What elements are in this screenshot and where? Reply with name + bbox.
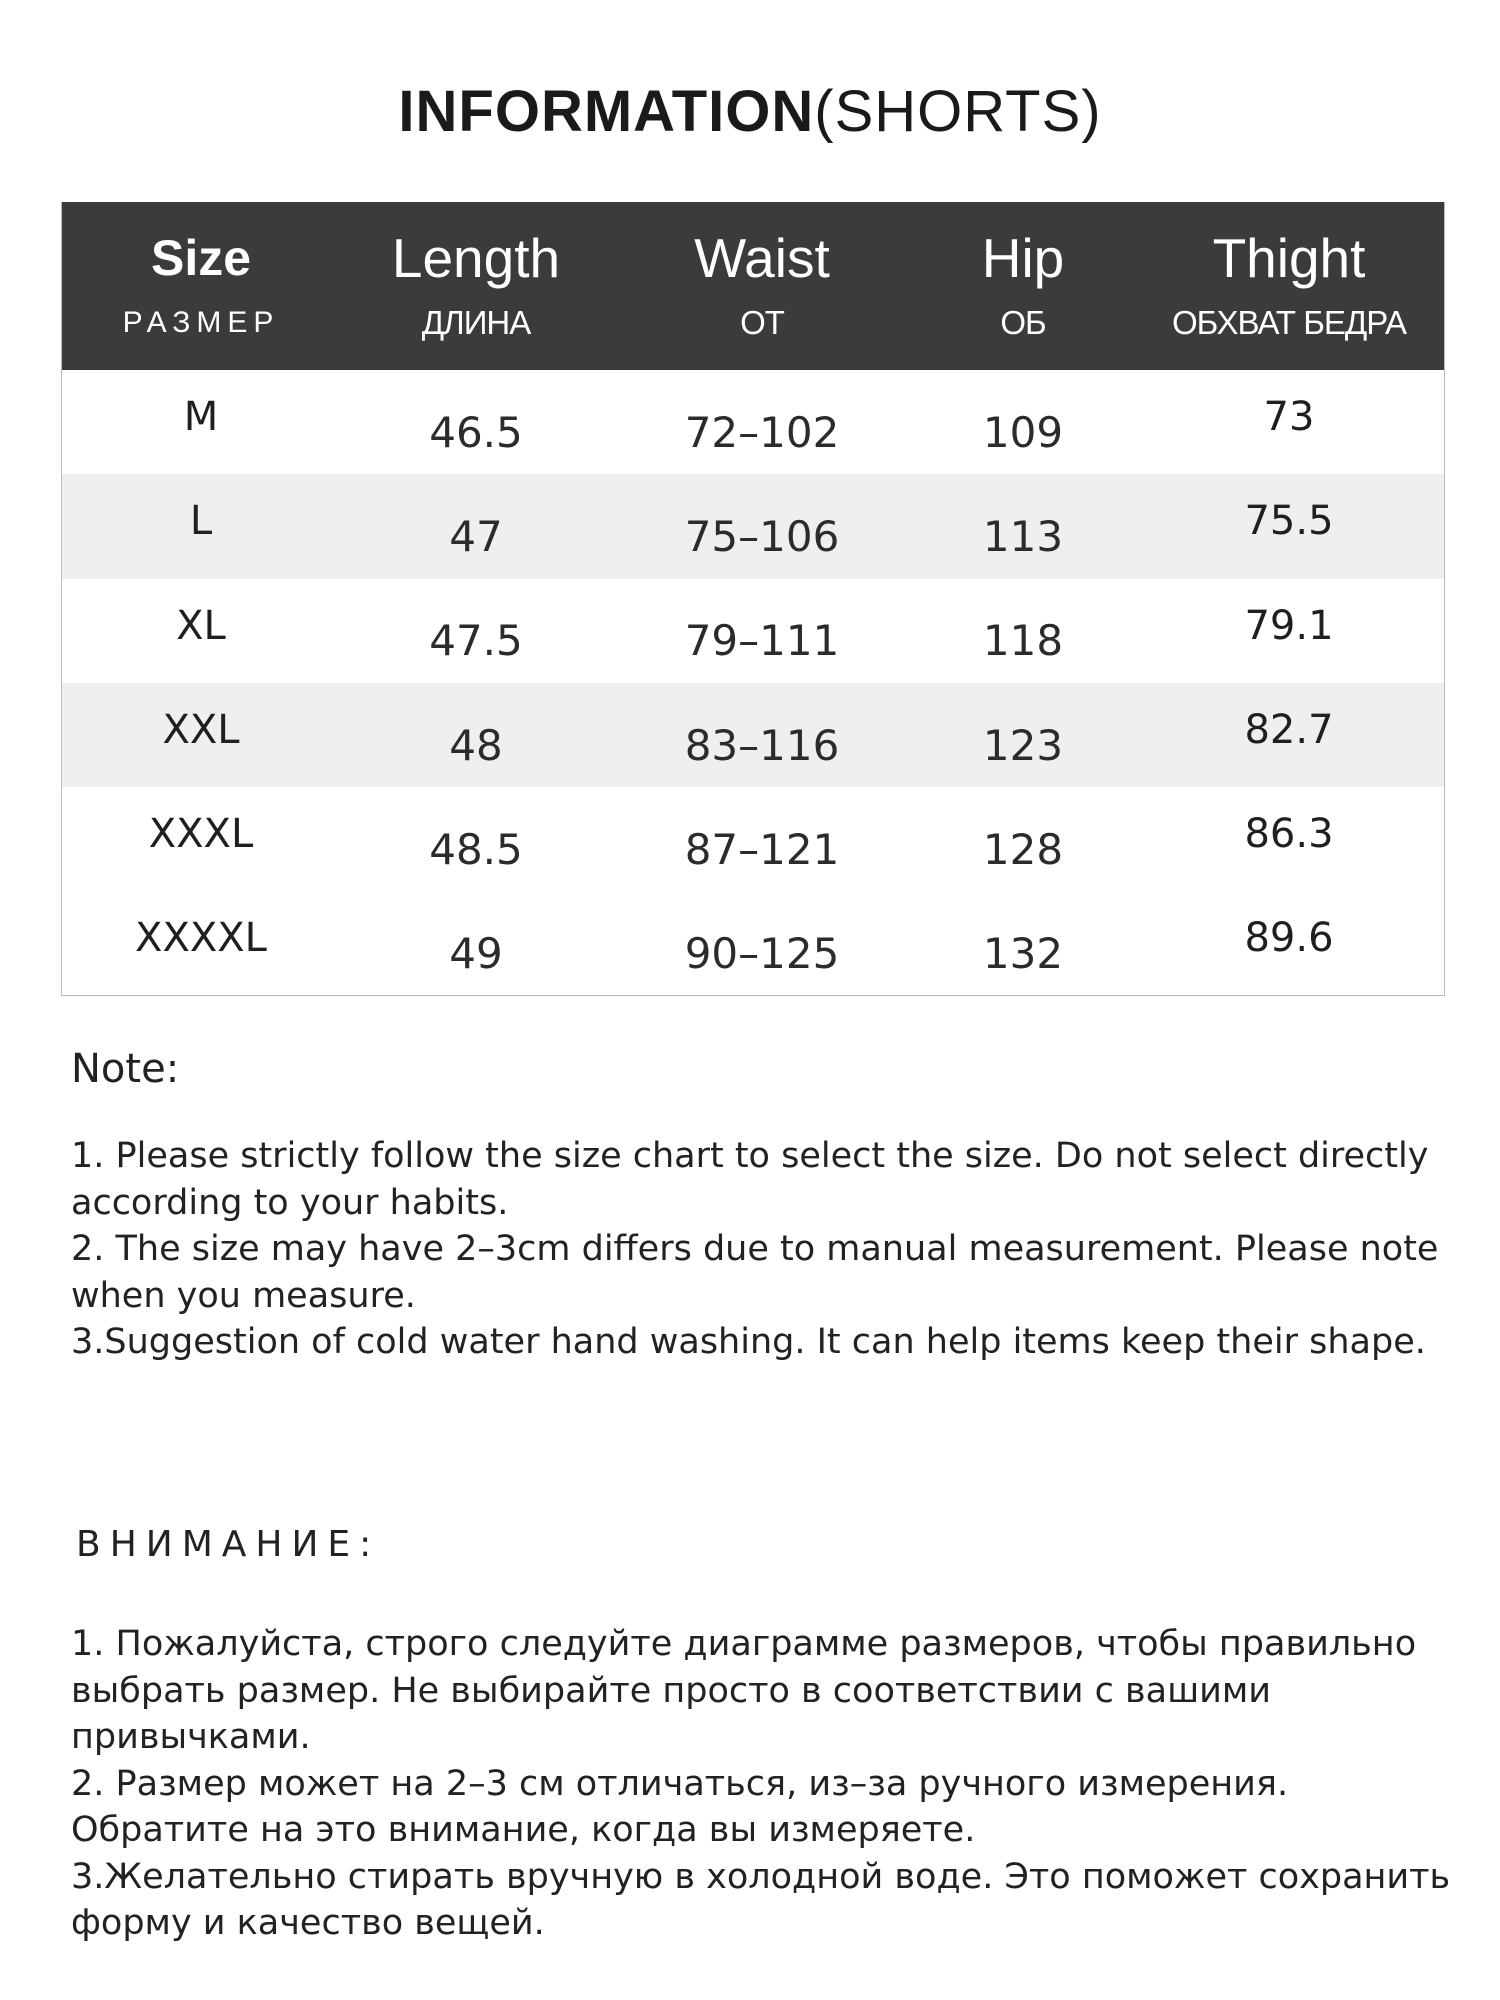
table-row [62,683,1444,787]
cell-thigh: 86.3 [1244,811,1334,858]
header-sublabel: ОБ [1000,304,1046,341]
table-row [62,370,1444,474]
cell-size: L [189,498,213,545]
header-waist [612,202,912,370]
table-row [62,787,1444,891]
header-label: Length [391,227,561,289]
cell-waist: 72–102 [684,407,840,457]
header-sublabel: ОТ [740,304,784,341]
cell-waist: 79–111 [684,616,840,666]
header-sublabel: ДЛИНА [421,304,531,341]
ru-note-line: 3.Желательно стирать вручную в холодной воде. Это поможет сохранить форму и качество вещей. [71,1856,1451,1943]
header-sublabel: ОБХВАТ БЕДРА [1171,304,1407,341]
ru-note-heading: ВНИМАНИЕ: [76,1524,381,1565]
cell-hip: 132 [982,929,1064,979]
cell-thigh: 75.5 [1244,498,1334,545]
title-suffix: (SHORTS) [814,79,1102,144]
size-chart-table [61,202,1445,996]
cell-hip: 118 [982,616,1064,666]
header-label: Thight [1212,227,1366,289]
cell-thigh: 79.1 [1244,602,1334,649]
ru-note-body [71,1621,1451,1947]
cell-length: 47 [449,511,503,561]
page-title [0,78,1500,145]
note-heading: Note: [71,1046,180,1092]
cell-length: 48.5 [429,824,523,874]
cell-thigh: 89.6 [1244,915,1334,962]
ru-note-line: 2. Размер может на 2–3 см отличаться, из–за ручного измерения. Обратите на это внимание, когда вы измеряете. [71,1763,1289,1850]
cell-waist: 90–125 [684,929,840,979]
note-line: 2. The size may have 2–3cm differs due to manual measurement. Please note when you measure. [71,1229,1439,1316]
cell-hip: 109 [982,407,1064,457]
table-header [62,202,1444,370]
cell-size: XXXL [148,811,254,858]
title-main: INFORMATION [398,79,815,144]
header-sublabel: РАЗМЕР [122,306,280,339]
cell-size: XXL [162,706,240,753]
header-length [340,202,612,370]
cell-size: M [183,394,219,440]
cell-length: 48 [449,720,503,770]
table-row [62,579,1444,683]
table-row [62,891,1444,995]
cell-waist: 75–106 [684,511,840,561]
cell-length: 49 [449,929,503,979]
note-line: 1. Please strictly follow the size chart to select the size. Do not select directly according to your habits. [71,1136,1429,1223]
header-size [62,202,340,370]
cell-waist: 83–116 [684,720,840,770]
cell-length: 47.5 [429,616,523,666]
header-thigh [1134,202,1444,370]
cell-size: XXXXL [135,915,267,962]
cell-hip: 123 [982,720,1064,770]
cell-size: XL [176,602,226,649]
table-row [62,474,1444,578]
note-body [71,1133,1451,1366]
header-label: Hip [981,227,1065,289]
ru-note-line: 1. Пожалуйста, строго следуйте диаграмме размеров, чтобы правильно выбрать размер. Не выбирайте просто в соответствии с вашими привычками. [71,1624,1417,1757]
header-hip [912,202,1134,370]
cell-hip: 128 [982,824,1064,874]
header-label: Waist [694,227,830,289]
cell-thigh: 73 [1263,394,1315,440]
cell-waist: 87–121 [684,824,840,874]
cell-hip: 113 [982,511,1064,561]
header-label: Size [150,230,252,286]
note-line: 3.Suggestion of cold water hand washing. It can help items keep their shape. [71,1322,1426,1362]
cell-thigh: 82.7 [1244,706,1334,753]
cell-length: 46.5 [429,407,523,457]
